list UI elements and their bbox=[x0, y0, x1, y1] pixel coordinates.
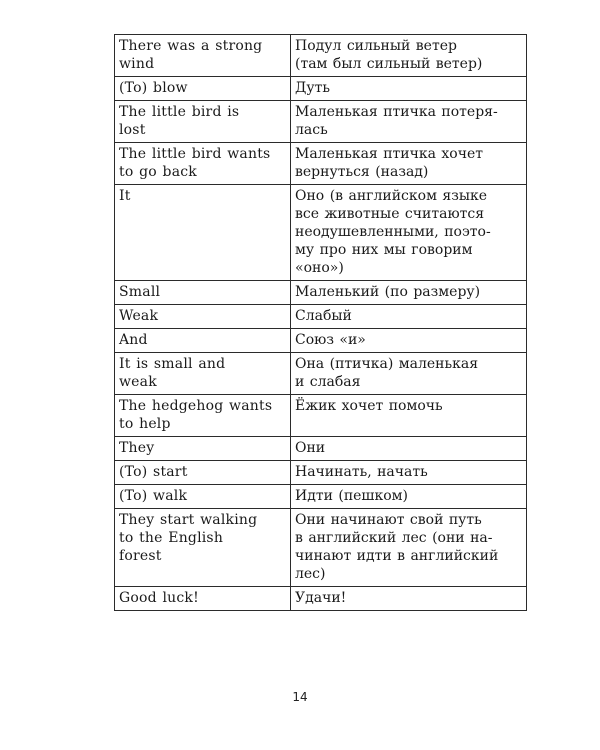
english-phrase: (To) blow bbox=[115, 77, 291, 101]
english-phrase: Good luck! bbox=[115, 587, 291, 611]
english-phrase: It bbox=[115, 185, 291, 281]
english-phrase: The little bird is lost bbox=[115, 101, 291, 143]
table-row bbox=[115, 35, 527, 77]
table-row bbox=[115, 185, 527, 281]
russian-translation: Ёжик хочет помочь bbox=[291, 395, 527, 437]
english-phrase: (To) start bbox=[115, 461, 291, 485]
russian-translation: Они bbox=[291, 437, 527, 461]
english-phrase: The hedgehog wants to help bbox=[115, 395, 291, 437]
russian-translation: Идти (пешком) bbox=[291, 485, 527, 509]
table-row bbox=[115, 509, 527, 587]
russian-translation: Слабый bbox=[291, 305, 527, 329]
english-phrase: They bbox=[115, 437, 291, 461]
english-phrase: And bbox=[115, 329, 291, 353]
english-phrase: Weak bbox=[115, 305, 291, 329]
table-row bbox=[115, 437, 527, 461]
russian-translation: Оно (в английском языке все животные считаются неодушевленными, поэто- му про них мы говорим «оно») bbox=[291, 185, 527, 281]
russian-translation: Она (птичка) маленькая и слабая bbox=[291, 353, 527, 395]
english-phrase: It is small and weak bbox=[115, 353, 291, 395]
table-row bbox=[115, 353, 527, 395]
english-phrase: There was a strong wind bbox=[115, 35, 291, 77]
russian-translation: Дуть bbox=[291, 77, 527, 101]
russian-translation: Они начинают свой путь в английский лес (они на- чинают идти в английский лес) bbox=[291, 509, 527, 587]
table-row bbox=[115, 305, 527, 329]
russian-translation: Начинать, начать bbox=[291, 461, 527, 485]
table-row bbox=[115, 461, 527, 485]
table-row bbox=[115, 101, 527, 143]
english-phrase: The little bird wants to go back bbox=[115, 143, 291, 185]
table-row bbox=[115, 143, 527, 185]
table-row bbox=[115, 587, 527, 611]
table-row bbox=[115, 77, 527, 101]
page-number: 14 bbox=[292, 690, 308, 704]
table-row bbox=[115, 395, 527, 437]
english-phrase: (To) walk bbox=[115, 485, 291, 509]
russian-translation: Подул сильный ветер (там был сильный ветер) bbox=[291, 35, 527, 77]
russian-translation: Союз «и» bbox=[291, 329, 527, 353]
russian-translation: Удачи! bbox=[291, 587, 527, 611]
russian-translation: Маленькая птичка хочет вернуться (назад) bbox=[291, 143, 527, 185]
vocabulary-table bbox=[114, 34, 527, 611]
english-phrase: They start walking to the English forest bbox=[115, 509, 291, 587]
table-row bbox=[115, 485, 527, 509]
table-row bbox=[115, 329, 527, 353]
english-phrase: Small bbox=[115, 281, 291, 305]
table-row bbox=[115, 281, 527, 305]
russian-translation: Маленькая птичка потеря- лась bbox=[291, 101, 527, 143]
russian-translation: Маленький (по размеру) bbox=[291, 281, 527, 305]
